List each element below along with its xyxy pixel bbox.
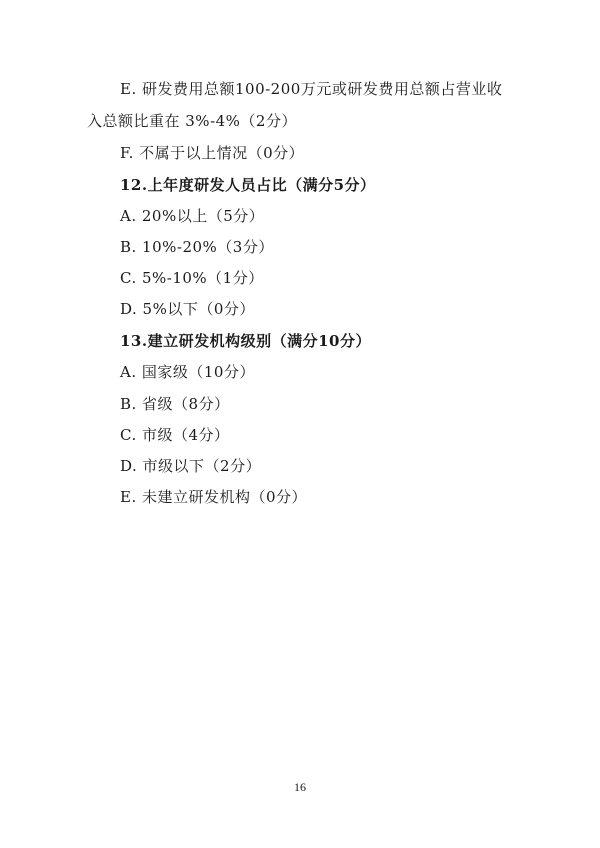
option-12-a: A. 20%以上（5分）	[120, 207, 265, 225]
option-12-b: B. 10%-20%（3分）	[120, 238, 274, 256]
option-13-a: A. 国家级（10分）	[120, 363, 255, 381]
option-13-c: C. 市级（4分）	[120, 426, 230, 444]
option-12-d: D. 5%以下（0分）	[120, 300, 255, 318]
option-13-e: E. 未建立研发机构（0分）	[120, 488, 308, 506]
option-13-d: D. 市级以下（2分）	[120, 457, 262, 475]
option-12-c: C. 5%-10%（1分）	[120, 269, 264, 287]
page-number: 16	[294, 780, 306, 794]
section-13-heading: 13.建立研发机构级别（满分10分）	[120, 332, 371, 350]
option-f-none: F. 不属于以上情况（0分）	[120, 144, 305, 162]
option-13-b: B. 省级（8分）	[120, 395, 230, 413]
option-e-rd-expense-line-2: 入总额比重在 3%-4%（2分）	[87, 112, 297, 130]
option-e-rd-expense-line-1: E. 研发费用总额100-200万元或研发费用总额占营业收	[120, 80, 503, 98]
section-12-heading: 12.上年度研发人员占比（满分5分）	[120, 176, 376, 194]
